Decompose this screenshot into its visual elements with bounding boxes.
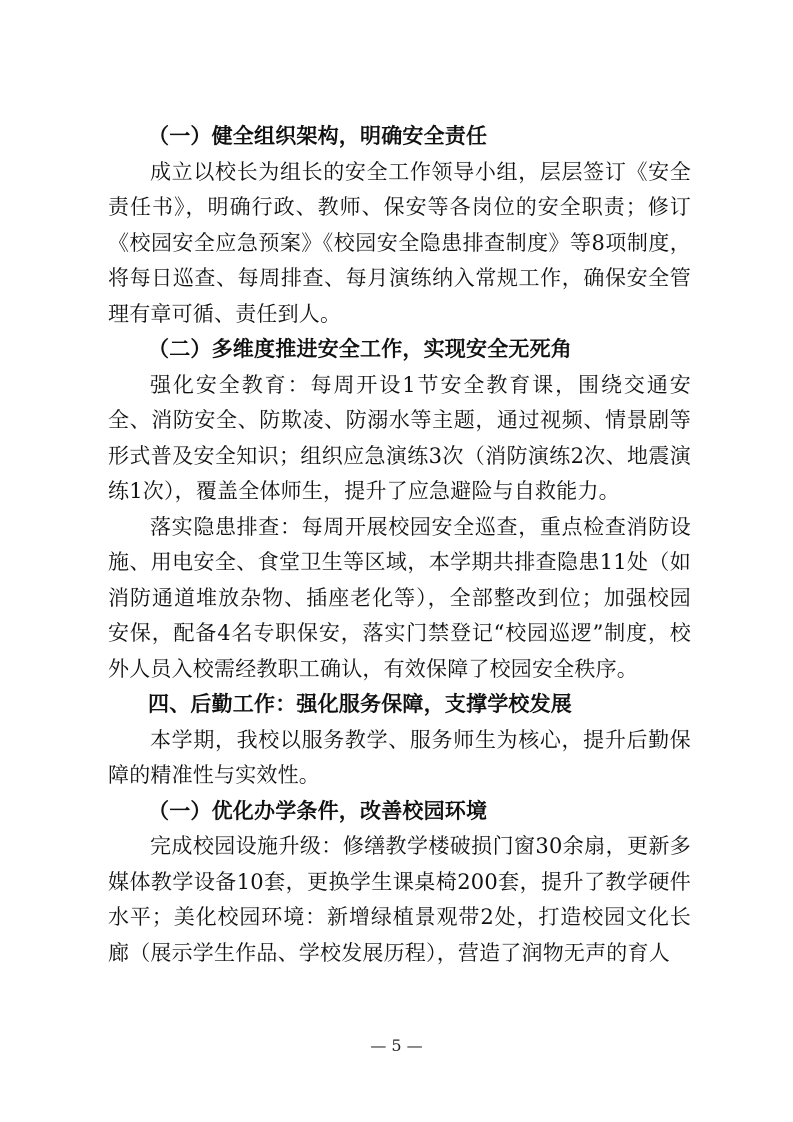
paragraph-safety-education: 强化安全教育：每周开设1节安全教育课，围绕交通安全、消防安全、防欺凌、防溺水等主题，通过视频、情景剧等形式普及安全知识；组织应急演练3次（消防演练2次、地震演练1次），覆盖全体师生，提升了应急避险与自救能力。 — [108, 372, 691, 503]
document-body — [108, 119, 691, 971]
paragraph-safety-leadership: 成立以校长为组长的安全工作领导小组，层层签订《安全责任书》，明确行政、教师、保安等各岗位的安全职责；修订《校园安全应急预案》《校园安全隐患排查制度》等8项制度，将每日巡查、每周排查、每月演练纳入常规工作，确保安全管理有章可循、责任到人。 — [108, 159, 691, 326]
section-subheading-multidimensional: （二）多维度推进安全工作，实现安全无死角 — [148, 337, 572, 361]
section-subheading-conditions: （一）优化办学条件，改善校园环境 — [148, 798, 488, 823]
paragraph-hazard-inspection: 落实隐患排查：每周开展校园安全巡查，重点检查消防设施、用电安全、食堂卫生等区域，本学期共排查隐患11处（如消防通道堆放杂物、插座老化等），全部整改到位；加强校园安保，配备4名专职保安，落实门禁登记“校园巡逻”制度，校外人员入校需经教职工确认，有效保障了校园安全秩序。 — [108, 514, 691, 681]
page-number: — 5 — — [370, 1036, 423, 1055]
paragraph-logistics-intro: 本学期，我校以服务教学、服务师生为核心，提升后勤保障的精准性与实效性。 — [108, 727, 691, 787]
section-subheading-organization: （一）健全组织架构，明确安全责任 — [148, 124, 488, 148]
section-heading-logistics: 四、后勤工作：强化服务保障，支撑学校发展 — [148, 692, 572, 716]
paragraph-facility-upgrade: 完成校园设施升级：修缮教学楼破损门窗30余扇，更新多媒体教学设备10套，更换学生课桌椅200套，提升了教学硬件水平；美化校园环境：新增绿植景观带2处，打造校园文化长廊（展示学生作品、学校发展历程），营造了润物无声的育人 — [108, 834, 691, 965]
